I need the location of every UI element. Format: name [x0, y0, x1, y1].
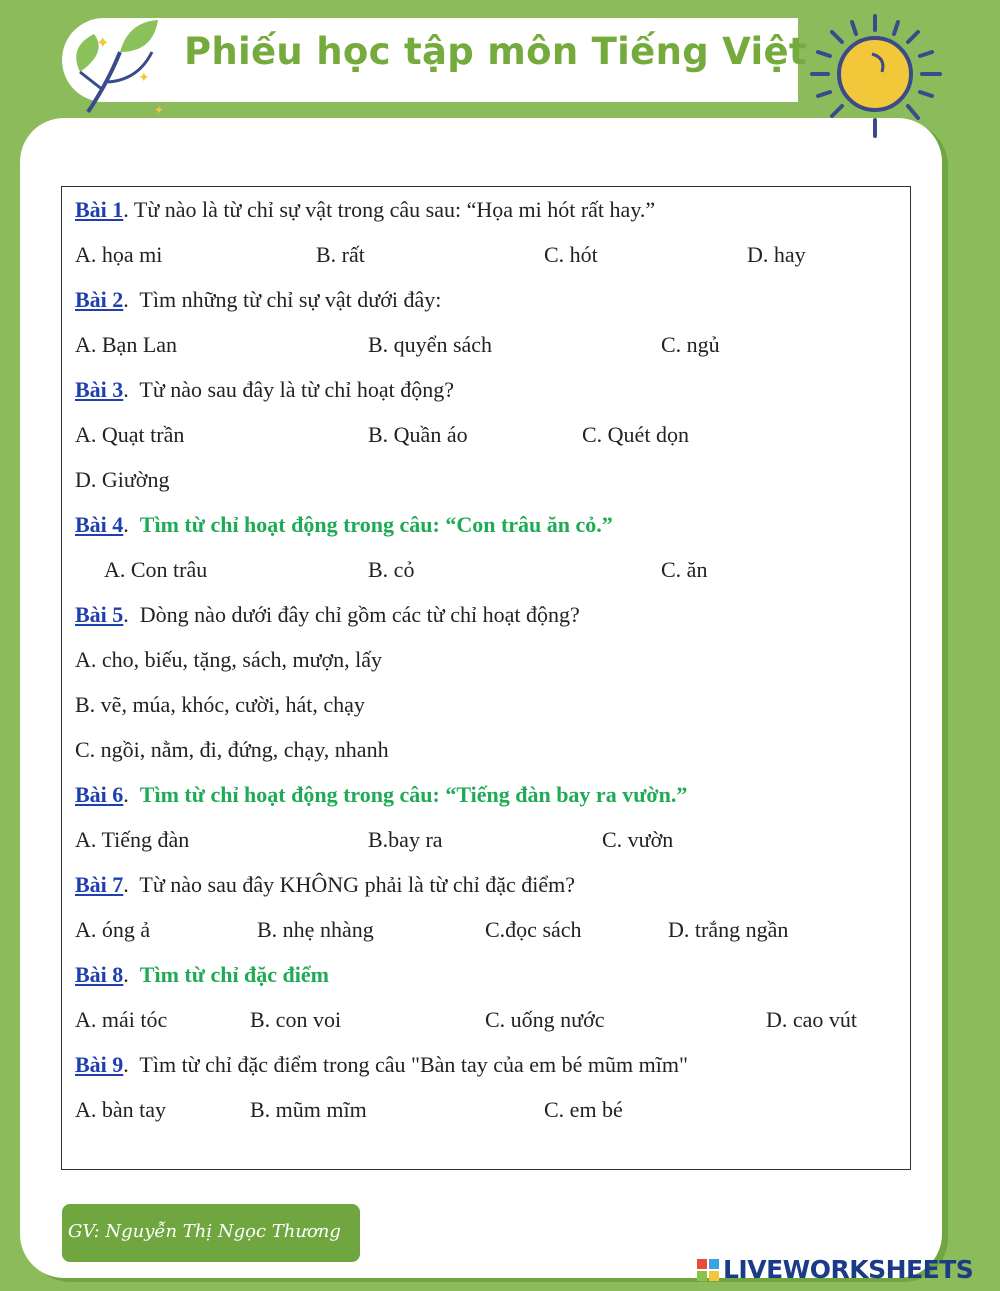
- question-text: Từ nào sau đây là từ chỉ hoạt động?: [139, 377, 455, 402]
- option[interactable]: B. rất: [316, 242, 365, 267]
- question-9: Bài 9. Tìm từ chỉ đặc điểm trong câu "Bàn tay của em bé mũm mĩm": [75, 1052, 688, 1077]
- question-number[interactable]: Bài 1: [75, 197, 124, 222]
- option[interactable]: A. Bạn Lan: [75, 332, 178, 357]
- svg-text:✦: ✦: [154, 103, 165, 117]
- page-title: Phiếu học tập môn Tiếng Việt: [184, 30, 807, 73]
- option[interactable]: A. họa mi: [75, 242, 163, 267]
- option[interactable]: D. Giường: [75, 467, 170, 492]
- question-text: Từ nào sau đây KHÔNG phải là từ chỉ đặc điểm?: [139, 872, 576, 897]
- question-number[interactable]: Bài 8: [75, 962, 124, 987]
- option[interactable]: C. hót: [544, 242, 598, 267]
- question-text: Tìm từ chỉ đặc điểm: [139, 962, 329, 987]
- option[interactable]: C. Quét dọn: [582, 422, 689, 447]
- option[interactable]: C. vườn: [602, 827, 674, 852]
- question-number[interactable]: Bài 2: [75, 287, 124, 312]
- svg-text:✦: ✦: [138, 71, 150, 86]
- question-2: Bài 2. Tìm những từ chỉ sự vật dưới đây:: [75, 287, 442, 312]
- option[interactable]: A. óng ả: [75, 917, 151, 942]
- option[interactable]: B. nhẹ nhàng: [257, 917, 374, 942]
- question-number[interactable]: Bài 5: [75, 602, 124, 627]
- question-6: Bài 6. Tìm từ chỉ hoạt động trong câu: “Tiếng đàn bay ra vườn.”: [75, 782, 688, 807]
- option[interactable]: C. ngủ: [661, 332, 720, 357]
- teacher-name: GV: Nguyễn Thị Ngọc Thương: [68, 1221, 341, 1242]
- questions-box: [61, 186, 911, 1170]
- blocks-icon: [697, 1259, 719, 1281]
- question-text: Tìm từ chỉ hoạt động trong câu: “Tiếng đàn bay ra vườn.”: [139, 782, 688, 807]
- question-8: Bài 8. Tìm từ chỉ đặc điểm: [75, 962, 329, 987]
- option[interactable]: B. con voi: [250, 1007, 342, 1032]
- option[interactable]: A. Con trâu: [104, 557, 208, 582]
- question-number[interactable]: Bài 6: [75, 782, 124, 807]
- question-text: Tìm từ chỉ hoạt động trong câu: “Con trâu ăn cỏ.”: [139, 512, 613, 537]
- option[interactable]: C. ăn: [661, 557, 708, 582]
- option[interactable]: A. mái tóc: [75, 1007, 168, 1032]
- sun-icon: [800, 8, 950, 143]
- option[interactable]: A. bàn tay: [75, 1097, 167, 1122]
- teacher-badge: [62, 1204, 360, 1262]
- option[interactable]: D. cao vút: [766, 1007, 858, 1032]
- question-number[interactable]: Bài 7: [75, 872, 124, 897]
- question-7: Bài 7. Từ nào sau đây KHÔNG phải là từ chỉ đặc điểm?: [75, 872, 576, 897]
- question-text: Từ nào là từ chỉ sự vật trong câu sau: “Họa mi hót rất hay.”: [133, 197, 656, 222]
- option[interactable]: B. mũm mĩm: [250, 1097, 367, 1122]
- question-text: Tìm những từ chỉ sự vật dưới đây:: [139, 287, 442, 312]
- question-3: Bài 3. Từ nào sau đây là từ chỉ hoạt động?: [75, 377, 455, 402]
- option[interactable]: B. quyển sách: [368, 332, 493, 357]
- question-text: Tìm từ chỉ đặc điểm trong câu "Bàn tay của em bé mũm mĩm": [139, 1052, 688, 1077]
- option[interactable]: D. hay: [747, 242, 806, 267]
- option[interactable]: B.bay ra: [368, 827, 443, 852]
- question-5: Bài 5. Dòng nào dưới đây chỉ gồm các từ chỉ hoạt động?: [75, 602, 580, 627]
- question-text: Dòng nào dưới đây chỉ gồm các từ chỉ hoạt động?: [139, 602, 580, 627]
- option[interactable]: B. vẽ, múa, khóc, cười, hát, chạy: [75, 692, 365, 717]
- brand-name: LIVEWORKSHEETS: [723, 1255, 974, 1284]
- option[interactable]: C. uống nước: [485, 1007, 605, 1032]
- option[interactable]: B. cỏ: [368, 557, 415, 582]
- question-1: Bài 1. Từ nào là từ chỉ sự vật trong câu sau: “Họa mi hót rất hay.”: [75, 197, 656, 222]
- option[interactable]: C. em bé: [544, 1097, 623, 1122]
- question-number[interactable]: Bài 4: [75, 512, 124, 537]
- option[interactable]: A. Tiếng đàn: [75, 827, 190, 852]
- svg-text:✦: ✦: [96, 35, 110, 52]
- leaf-icon: [58, 12, 178, 122]
- option[interactable]: D. trắng ngần: [668, 917, 789, 942]
- option[interactable]: A. Quạt trần: [75, 422, 185, 447]
- option[interactable]: B. Quần áo: [368, 422, 468, 447]
- option[interactable]: A. cho, biếu, tặng, sách, mượn, lấy: [75, 647, 383, 672]
- question-4: Bài 4. Tìm từ chỉ hoạt động trong câu: “Con trâu ăn cỏ.”: [75, 512, 613, 537]
- question-number[interactable]: Bài 9: [75, 1052, 124, 1077]
- question-number[interactable]: Bài 3: [75, 377, 124, 402]
- option[interactable]: C. ngồi, nằm, đi, đứng, chạy, nhanh: [75, 737, 389, 762]
- option[interactable]: C.đọc sách: [485, 917, 582, 942]
